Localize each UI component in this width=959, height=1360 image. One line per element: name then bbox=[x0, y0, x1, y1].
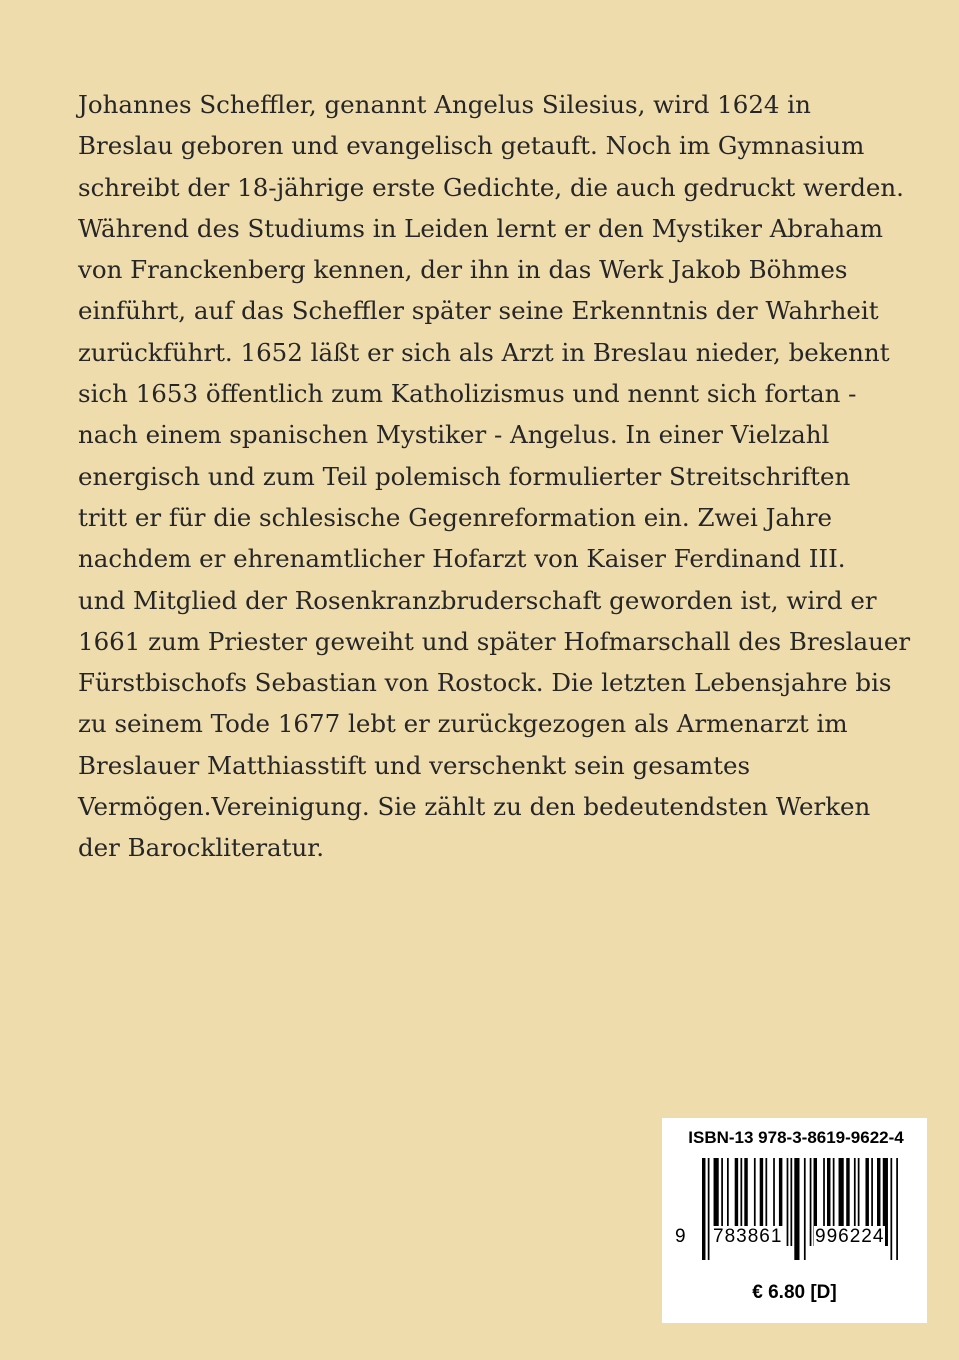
barcode-left-digits: 783861 bbox=[713, 1226, 783, 1247]
barcode-right-digits: 996224 bbox=[815, 1226, 885, 1247]
barcode-bar bbox=[890, 1158, 892, 1260]
blurb-line: Vermögen.Vereinigung. Sie zählt zu den bedeutendsten Werken bbox=[78, 792, 871, 822]
blurb-line: tritt er für die schlesische Gegenreformation ein. Zwei Jahre bbox=[78, 502, 833, 532]
barcode-first-digit: 9 bbox=[675, 1226, 686, 1247]
price-label: € 6.80 [D] bbox=[752, 1282, 837, 1303]
blurb-line: Breslau geboren und evangelisch getauft. Noch im Gymnasium bbox=[78, 131, 865, 161]
blurb-line: und Mitglied der Rosenkranzbruderschaft geworden ist, wird er bbox=[78, 585, 877, 615]
blurb-line: 1661 zum Priester geweiht und später Hofmarschall des Breslauer bbox=[78, 626, 911, 656]
barcode-bar bbox=[810, 1158, 812, 1246]
blurb-line: Fürstbischofs Sebastian von Rostock. Die letzten Lebensjahre bis bbox=[78, 668, 892, 698]
isbn-label: ISBN-13 978-3-8619-9622-4 bbox=[688, 1128, 904, 1147]
blurb-line: Breslauer Matthiasstift und verschenkt sein gesamtes bbox=[78, 750, 751, 780]
barcode-bar bbox=[787, 1158, 789, 1246]
blurb-line: sich 1653 öffentlich zum Katholizismus und nennt sich fortan - bbox=[78, 379, 857, 409]
barcode-bar bbox=[702, 1158, 705, 1260]
blurb-line: nach einem spanischen Mystiker - Angelus. In einer Vielzahl bbox=[78, 420, 830, 450]
blurb-line: der Barockliteratur. bbox=[78, 833, 325, 863]
barcode-box bbox=[662, 1118, 927, 1323]
blurb-line: energisch und zum Teil polemisch formulierter Streitschriften bbox=[78, 461, 851, 491]
barcode-bar bbox=[708, 1158, 710, 1260]
blurb-line: einführt, auf das Scheffler später seine Erkenntnis der Wahrheit bbox=[78, 296, 879, 326]
blurb-line: zu seinem Tode 1677 lebt er zurückgezogen als Armenarzt im bbox=[78, 709, 848, 739]
blurb-line: Während des Studiums in Leiden lernt er den Mystiker Abraham bbox=[78, 213, 884, 243]
blurb-line: schreibt der 18-jährige erste Gedichte, die auch gedruckt werden. bbox=[78, 172, 904, 202]
blurb-line: Johannes Scheffler, genannt Angelus Silesius, wird 1624 in bbox=[78, 90, 811, 119]
blurb-line: zurückführt. 1652 läßt er sich als Arzt in Breslau nieder, bekennt bbox=[78, 337, 890, 367]
barcode-bar bbox=[896, 1158, 898, 1260]
barcode-bar bbox=[794, 1158, 799, 1260]
barcode-bar bbox=[790, 1158, 792, 1246]
back-cover-blurb bbox=[78, 84, 911, 869]
blurb-line: von Franckenberg kennen, der ihn in das Werk Jakob Böhmes bbox=[78, 255, 848, 285]
barcode-bar bbox=[804, 1158, 806, 1260]
blurb-line: nachdem er ehrenamtlicher Hofarzt von Kaiser Ferdinand III. bbox=[78, 544, 846, 574]
